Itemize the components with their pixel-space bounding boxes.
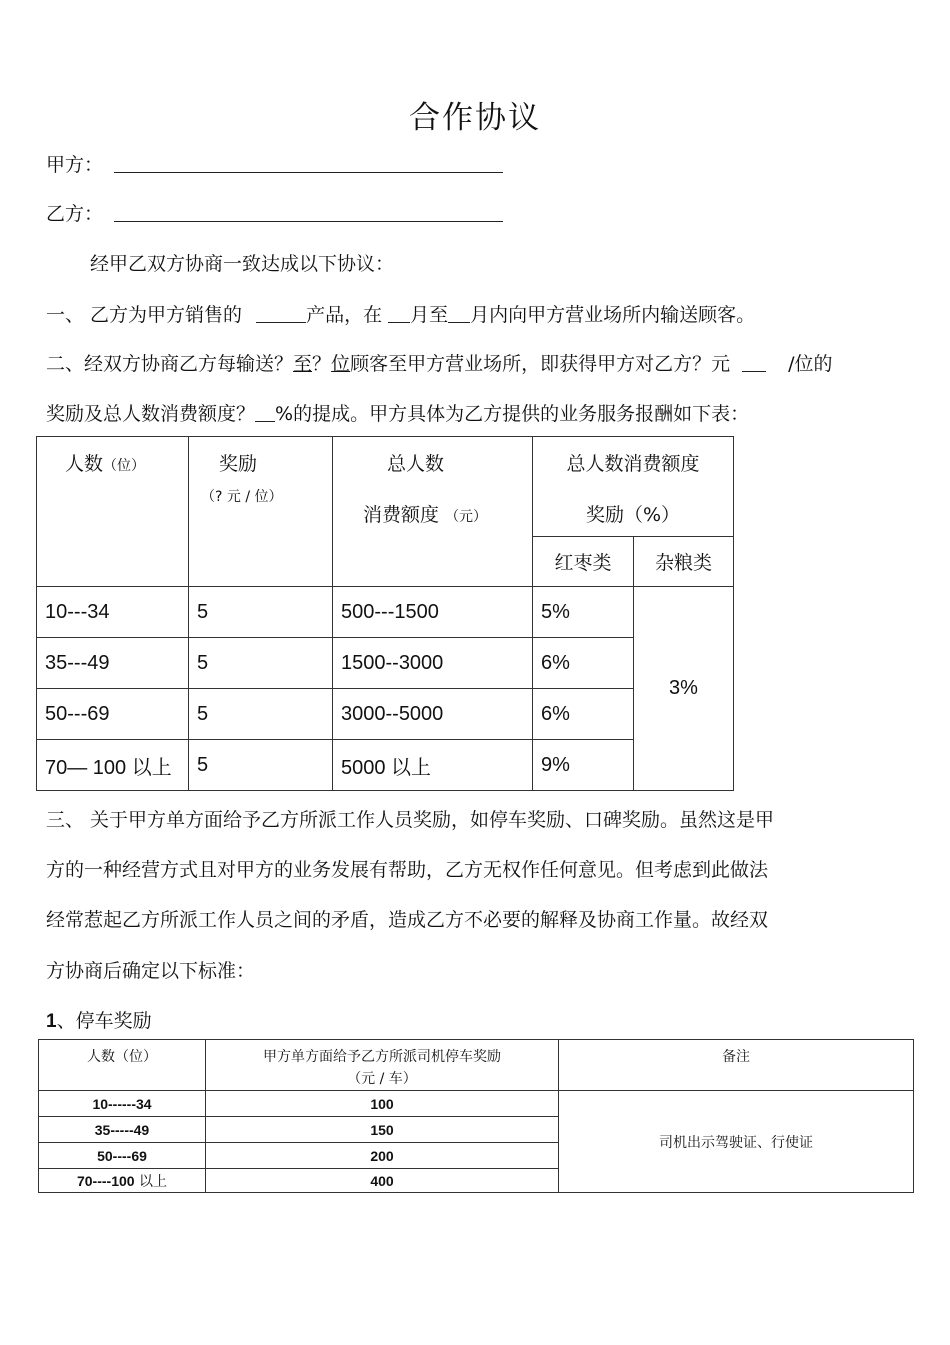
table-row bbox=[37, 587, 734, 638]
header-bonus-line2: 奖励（%） bbox=[585, 504, 681, 526]
clause-1-part3: 月至 bbox=[410, 304, 449, 326]
table-row bbox=[37, 740, 734, 791]
header-total-unit: （元） bbox=[445, 509, 488, 525]
clause-2-text-d: 位 bbox=[331, 353, 351, 375]
header-people bbox=[37, 437, 189, 587]
t2-header-note: 备注 bbox=[559, 1040, 914, 1091]
parking-reward-table bbox=[38, 1039, 914, 1193]
party-b-label: 乙方： bbox=[46, 203, 104, 225]
header-reward bbox=[189, 437, 333, 587]
header-bonus-line1: 总人数消费额度 bbox=[566, 453, 700, 475]
header-reward-label: 奖励 bbox=[219, 453, 258, 475]
cell-pct: 5% bbox=[533, 587, 634, 638]
clause-3-line-3: 经常惹起乙方所派工作人员之间的矛盾，造成乙方不必要的解释及协商工作量。故经双 bbox=[46, 909, 769, 931]
t2-cell-people-suffix: 以上 bbox=[139, 1173, 168, 1190]
t2-cell-reward: 150 bbox=[206, 1117, 559, 1143]
table-row bbox=[37, 638, 734, 689]
section-parking-heading bbox=[46, 1006, 152, 1033]
t2-header-people: 人数（位） bbox=[39, 1040, 206, 1091]
clause-1-part2: 产品，在 bbox=[306, 304, 383, 326]
cell-amount: 3000--5000 bbox=[333, 689, 533, 740]
cell-grain-pct: 3% bbox=[634, 587, 734, 791]
table-row bbox=[39, 1091, 914, 1117]
cell-reward: 5 bbox=[189, 587, 333, 638]
cell-reward: 5 bbox=[189, 689, 333, 740]
cell-amount: 1500--3000 bbox=[333, 638, 533, 689]
cell-pct: 6% bbox=[533, 689, 634, 740]
cell-amount: 500---1500 bbox=[333, 587, 533, 638]
cell-people: 50---69 bbox=[37, 689, 189, 740]
clause-1-part1: 一、 乙方为甲方销售的 bbox=[46, 304, 243, 326]
clause-2-text-h: %的提成。甲方具体为乙方提供的业务服务报酬如下表： bbox=[275, 403, 750, 425]
clause-1 bbox=[46, 300, 755, 327]
header-total-label: 总人数 bbox=[387, 453, 445, 475]
t2-cell-people: 10------34 bbox=[39, 1091, 206, 1117]
product-blank bbox=[256, 304, 306, 323]
clause-3-line-4: 方协商后确定以下标准： bbox=[46, 960, 256, 982]
cell-people: 10---34 bbox=[37, 587, 189, 638]
party-a-label: 甲方： bbox=[46, 154, 104, 176]
header-total-line2: 消费额度 bbox=[363, 504, 440, 526]
clause-2-line-1 bbox=[46, 349, 832, 376]
header-jujube: 红枣类 bbox=[533, 537, 634, 587]
clause-3-line-2: 方的一种经营方式且对甲方的业务发展有帮助，乙方无权作任何意见。但考虑到此做法 bbox=[46, 859, 769, 881]
end-month-blank bbox=[448, 304, 470, 323]
cell-pct: 9% bbox=[533, 740, 634, 791]
t2-cell-people: 35-----49 bbox=[39, 1117, 206, 1143]
party-b-underline bbox=[114, 221, 503, 222]
t2-cell-note: 司机出示驾驶证、行使证 bbox=[559, 1091, 914, 1193]
party-a-underline bbox=[114, 172, 503, 173]
t2-cell-people bbox=[39, 1169, 206, 1193]
header-people-label: 人数 bbox=[65, 453, 104, 475]
header-total bbox=[333, 437, 533, 587]
section-title: 、停车奖励 bbox=[56, 1010, 152, 1032]
clause-2-text-a: 二、经双方协商乙方每输送？ bbox=[46, 353, 294, 375]
header-people-unit: （位） bbox=[103, 458, 146, 474]
cell-reward: 5 bbox=[189, 740, 333, 791]
t2-header-reward-line1: 甲方单方面给予乙方所派司机停车奖励 bbox=[263, 1049, 501, 1065]
page-title: 合作协议 bbox=[409, 100, 541, 136]
cell-people: 70— 100 以上 bbox=[37, 740, 189, 791]
clause-2-text-b: 至 bbox=[293, 353, 313, 375]
cell-reward: 5 bbox=[189, 638, 333, 689]
table-row bbox=[37, 689, 734, 740]
clause-2-line-2 bbox=[46, 399, 749, 426]
section-number: 1 bbox=[46, 1011, 57, 1032]
clause-2-text-e: 顾客至甲方营业场所，即获得甲方对乙方？元 bbox=[350, 353, 731, 375]
percent-blank bbox=[255, 403, 275, 422]
intro-text: 经甲乙双方协商一致达成以下协议： bbox=[90, 253, 395, 275]
clause-1-part4: 月内向甲方营业场所内输送顾客。 bbox=[470, 304, 756, 326]
t2-header-reward-line2: （元 / 车） bbox=[347, 1071, 417, 1087]
t2-cell-reward: 400 bbox=[206, 1169, 559, 1193]
start-month-blank bbox=[388, 304, 410, 323]
clause-3-line-1: 三、 关于甲方单方面给予乙方所派工作人员奖励，如停车奖励、口碑奖励。虽然这是甲 bbox=[46, 809, 775, 831]
cell-people: 35---49 bbox=[37, 638, 189, 689]
reward-blank bbox=[742, 353, 766, 372]
cell-pct: 6% bbox=[533, 638, 634, 689]
header-grain: 杂粮类 bbox=[634, 537, 734, 587]
t2-cell-people-num: 70----100 bbox=[76, 1172, 135, 1189]
t2-cell-reward: 100 bbox=[206, 1091, 559, 1117]
header-reward-unit: （? 元 / 位） bbox=[201, 489, 283, 505]
clause-2-text-c: ？ bbox=[312, 353, 332, 375]
reward-table bbox=[36, 436, 734, 791]
cell-amount: 5000 以上 bbox=[333, 740, 533, 791]
header-bonus bbox=[533, 437, 734, 537]
t2-cell-reward: 200 bbox=[206, 1143, 559, 1169]
clause-2-text-f: /位的 bbox=[788, 353, 833, 375]
clause-2-text-g: 奖励及总人数消费额度？ bbox=[46, 403, 256, 425]
t2-header-reward bbox=[206, 1040, 559, 1091]
t2-cell-people: 50----69 bbox=[39, 1143, 206, 1169]
